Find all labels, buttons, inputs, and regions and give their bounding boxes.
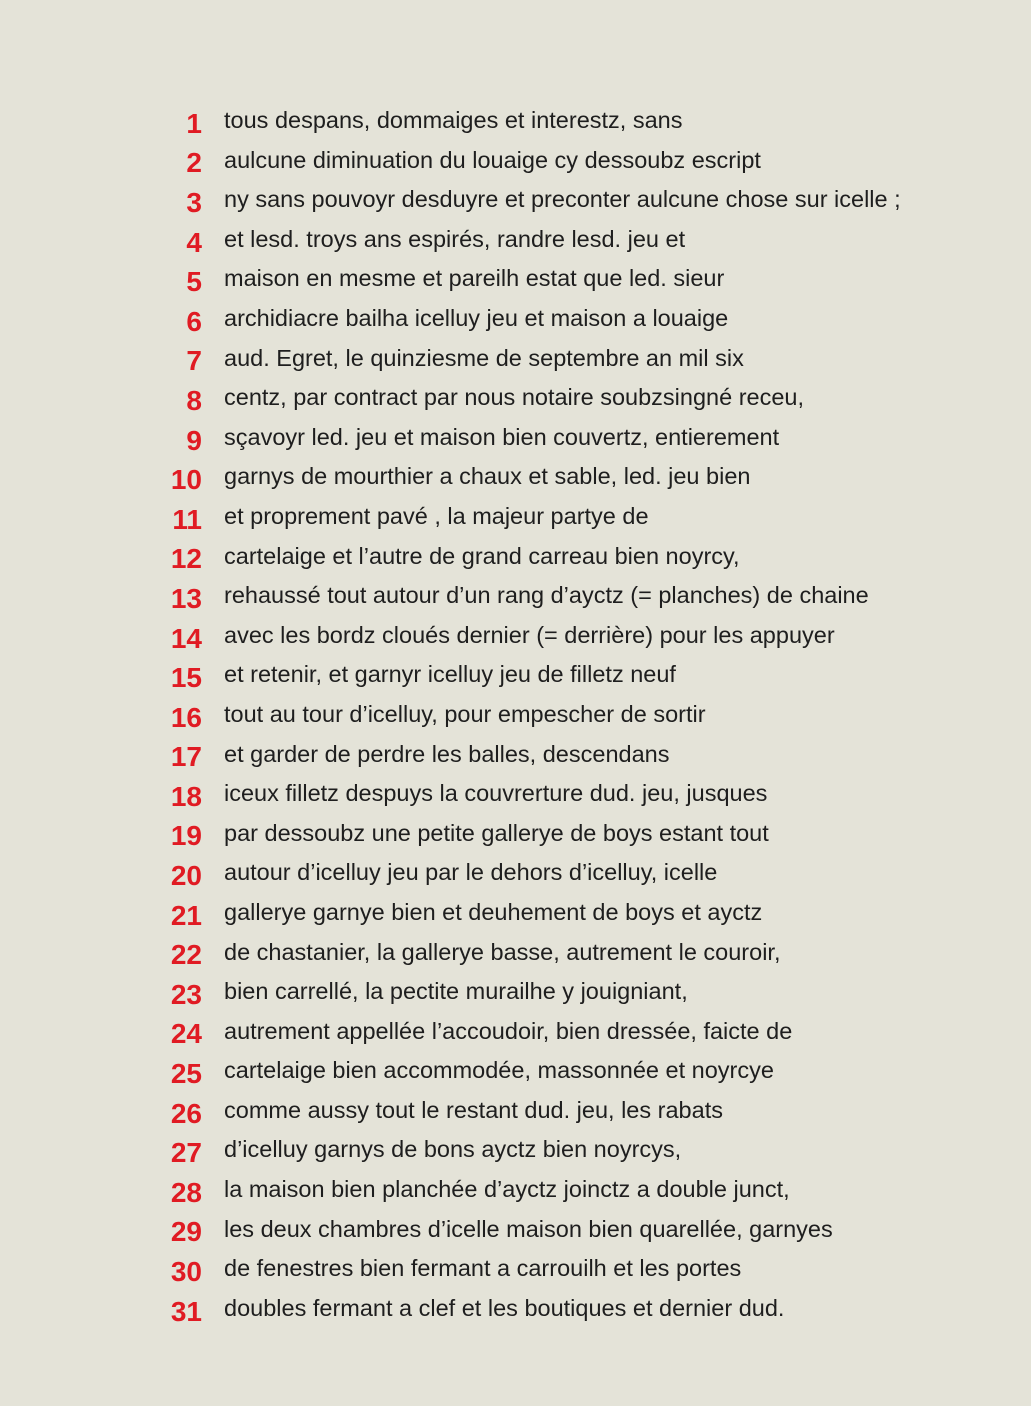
line-text: de fenestres bien fermant a carrouilh et les portes [224,1255,742,1282]
line-text: et retenir, et garnyr icelluy jeu de filletz neuf [224,661,676,688]
line-text: sçavoyr led. jeu et maison bien couvertz, entierement [224,423,780,450]
line-text: autour d’icelluy jeu par le dehors d’icelluy, icelle [224,859,718,886]
text-line [150,856,1010,896]
text-line [150,540,1010,580]
line-number: 4 [186,226,202,258]
line-text: tout au tour d’icelluy, pour empescher de sortir [224,700,706,727]
line-number: 24 [170,1018,202,1050]
line-number: 1 [186,107,202,139]
line-number: 27 [170,1137,202,1169]
text-line [150,421,1010,461]
text-line [150,1133,1010,1173]
text-line [150,302,1010,342]
line-text: maison en mesme et pareilh estat que led. sieur [224,265,725,292]
line-text: rehaussé tout autour d’un rang d’ayctz (= planches) de chaine [224,582,869,609]
text-line [150,975,1010,1015]
text-line [150,1054,1010,1094]
line-text: bien carrellé, la pectite murailhe y jouigniant, [224,978,688,1005]
numbered-lines [150,104,1010,1331]
text-line [150,1252,1010,1292]
line-number: 20 [170,860,202,892]
line-number: 22 [170,939,202,971]
line-text: garnys de mourthier a chaux et sable, led. jeu bien [224,463,751,490]
line-number: 12 [170,543,202,575]
line-text: de chastanier, la gallerye basse, autrement le couroir, [224,938,781,965]
text-line [150,223,1010,263]
text-line [150,738,1010,778]
line-number: 5 [186,266,202,298]
line-number: 11 [172,503,202,535]
line-number: 18 [170,780,202,812]
text-line [150,935,1010,975]
line-text: et lesd. troys ans espirés, randre lesd. jeu et [224,225,686,252]
line-number: 3 [186,186,202,218]
text-line [150,104,1010,144]
text-line [150,658,1010,698]
text-line [150,698,1010,738]
text-line [150,1292,1010,1332]
line-text: centz, par contract par nous notaire soubzsingné receu, [224,384,805,411]
text-line [150,817,1010,857]
line-number: 31 [170,1295,202,1327]
line-number: 23 [170,978,202,1010]
line-text: les deux chambres d’icelle maison bien quarellée, garnyes [224,1215,833,1242]
line-number: 9 [186,424,202,456]
line-number: 15 [170,662,202,694]
line-number: 19 [170,820,202,852]
text-line [150,896,1010,936]
line-text: ny sans pouvoyr desduyre et preconter aulcune chose sur icelle ; [224,186,901,213]
text-line [150,579,1010,619]
line-number: 28 [170,1176,202,1208]
line-number: 14 [170,622,202,654]
line-number: 25 [170,1058,202,1090]
line-text: et garder de perdre les balles, descendans [224,740,670,767]
text-line [150,342,1010,382]
text-line [150,1094,1010,1134]
line-text: la maison bien planchée d’ayctz joinctz a double junct, [224,1176,790,1203]
line-number: 21 [170,899,202,931]
line-text: aulcune diminuation du louaige cy dessoubz escript [224,146,761,173]
text-line [150,1173,1010,1213]
line-text: autrement appellée l’accoudoir, bien dressée, faicte de [224,1017,793,1044]
text-line [150,183,1010,223]
text-line [150,144,1010,184]
line-text: aud. Egret, le quinziesme de septembre an mil six [224,344,744,371]
line-number: 17 [170,741,202,773]
line-text: cartelaige bien accommodée, massonnée et noyrcye [224,1057,774,1084]
line-number: 6 [186,305,202,337]
line-text: comme aussy tout le restant dud. jeu, les rabats [224,1096,723,1123]
text-line [150,619,1010,659]
text-line [150,460,1010,500]
text-line [150,1213,1010,1253]
line-text: iceux filletz despuys la couvrerture dud. jeu, jusques [224,780,768,807]
line-text: et proprement pavé , la majeur partye de [224,502,649,529]
line-text: par dessoubz une petite gallerye de boys estant tout [224,819,769,846]
line-text: avec les bordz cloués dernier (= derrière) pour les appuyer [224,621,835,648]
line-text: cartelaige et l’autre de grand carreau bien noyrcy, [224,542,740,569]
line-text: tous despans, dommaiges et interestz, sans [224,107,683,134]
text-line [150,381,1010,421]
line-number: 26 [170,1097,202,1129]
line-text: archidiacre bailha icelluy jeu et maison a louaige [224,305,729,332]
line-number: 13 [170,582,202,614]
text-line [150,1015,1010,1055]
line-text: gallerye garnye bien et deuhement de boys et ayctz [224,898,763,925]
line-text: doubles fermant a clef et les boutiques et dernier dud. [224,1294,785,1321]
line-number: 30 [170,1256,202,1288]
line-number: 10 [170,464,202,496]
line-number: 2 [186,147,202,179]
line-number: 7 [186,345,202,377]
text-line [150,500,1010,540]
text-line [150,262,1010,302]
text-line [150,777,1010,817]
line-number: 8 [186,384,202,416]
line-number: 29 [170,1216,202,1248]
line-text: d’icelluy garnys de bons ayctz bien noyrcys, [224,1136,682,1163]
line-number: 16 [170,701,202,733]
